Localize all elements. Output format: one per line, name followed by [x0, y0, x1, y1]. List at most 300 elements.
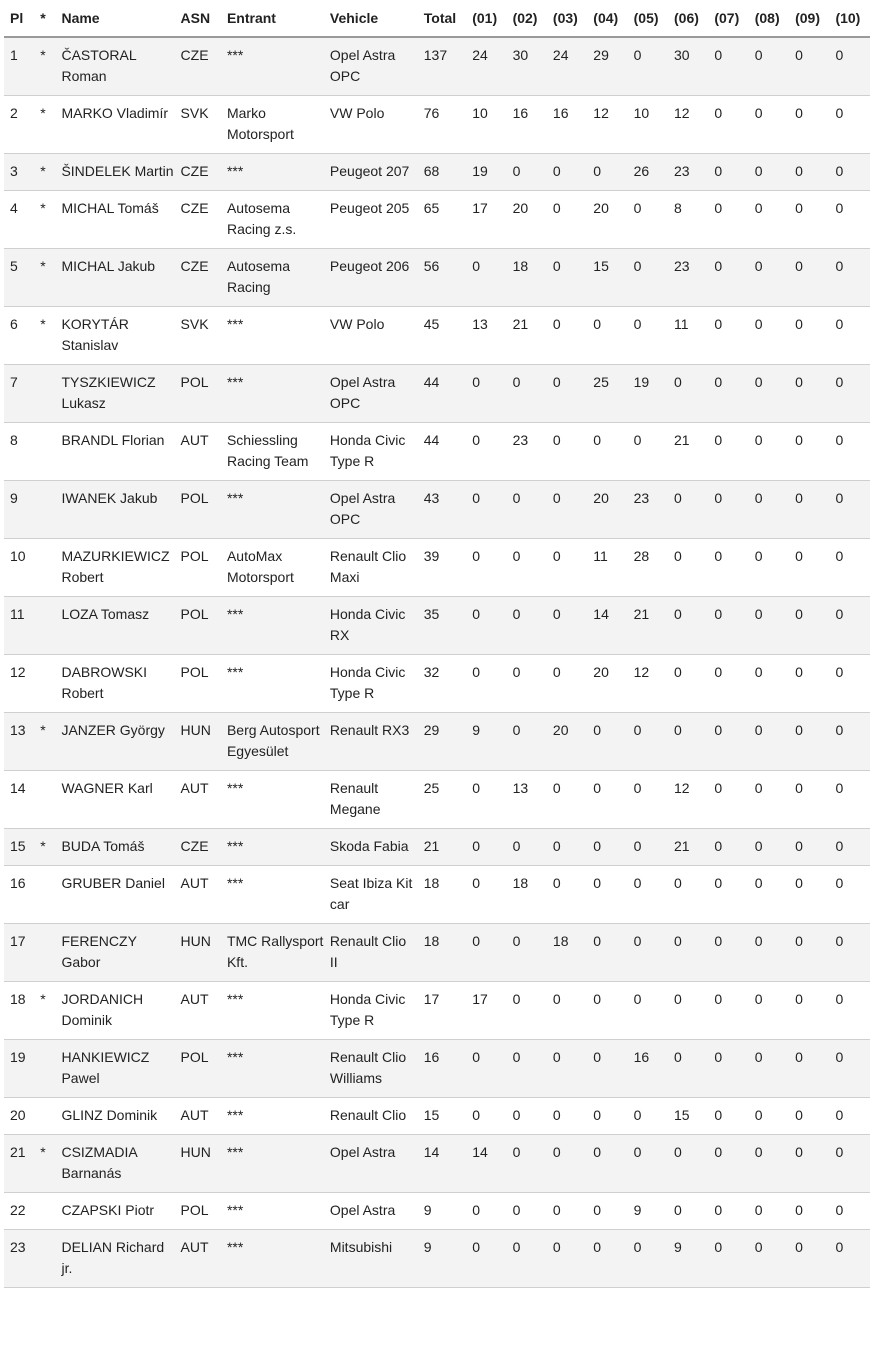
cell-round-06: 0 [668, 597, 708, 655]
table-row [4, 307, 870, 365]
cell-round-02: 0 [507, 365, 547, 423]
cell-round-07: 0 [708, 982, 748, 1040]
cell-vehicle: VW Polo [324, 307, 418, 365]
header-round-02: (02) [507, 0, 547, 37]
cell-name: MICHAL Tomáš [55, 191, 174, 249]
cell-asn: CZE [175, 191, 221, 249]
cell-name: GLINZ Dominik [55, 1098, 174, 1135]
cell-star [34, 924, 55, 982]
cell-place: 19 [4, 1040, 34, 1098]
cell-round-10: 0 [829, 1230, 870, 1288]
cell-round-06: 9 [668, 1230, 708, 1288]
cell-name: GRUBER Daniel [55, 866, 174, 924]
header-round-10: (10) [829, 0, 870, 37]
cell-place: 3 [4, 154, 34, 191]
cell-entrant: *** [221, 597, 324, 655]
cell-total: 43 [418, 481, 466, 539]
cell-round-05: 0 [628, 713, 668, 771]
cell-round-02: 30 [507, 37, 547, 96]
cell-round-01: 0 [466, 655, 506, 713]
cell-round-05: 0 [628, 423, 668, 481]
cell-round-04: 0 [587, 982, 627, 1040]
cell-round-08: 0 [749, 1098, 789, 1135]
cell-round-09: 0 [789, 191, 829, 249]
cell-round-07: 0 [708, 866, 748, 924]
cell-round-05: 12 [628, 655, 668, 713]
cell-round-02: 0 [507, 1230, 547, 1288]
cell-round-06: 15 [668, 1098, 708, 1135]
table-row [4, 96, 870, 154]
header-round-03: (03) [547, 0, 587, 37]
cell-round-08: 0 [749, 655, 789, 713]
cell-round-01: 0 [466, 1230, 506, 1288]
cell-star: * [34, 1135, 55, 1193]
cell-place: 5 [4, 249, 34, 307]
cell-vehicle: Renault Clio Williams [324, 1040, 418, 1098]
cell-round-06: 0 [668, 982, 708, 1040]
cell-name: DABROWSKI Robert [55, 655, 174, 713]
cell-total: 44 [418, 423, 466, 481]
cell-entrant: *** [221, 771, 324, 829]
cell-vehicle: Peugeot 205 [324, 191, 418, 249]
cell-total: 15 [418, 1098, 466, 1135]
cell-round-10: 0 [829, 365, 870, 423]
cell-round-03: 0 [547, 1230, 587, 1288]
cell-total: 39 [418, 539, 466, 597]
cell-round-01: 0 [466, 924, 506, 982]
cell-name: HANKIEWICZ Pawel [55, 1040, 174, 1098]
cell-star [34, 1040, 55, 1098]
cell-round-08: 0 [749, 924, 789, 982]
cell-round-07: 0 [708, 1193, 748, 1230]
header-round-09: (09) [789, 0, 829, 37]
cell-vehicle: Seat Ibiza Kit car [324, 866, 418, 924]
cell-star [34, 539, 55, 597]
cell-asn: POL [175, 539, 221, 597]
cell-round-04: 0 [587, 1230, 627, 1288]
cell-round-01: 0 [466, 829, 506, 866]
cell-star: * [34, 307, 55, 365]
table-row [4, 37, 870, 96]
cell-star [34, 1230, 55, 1288]
cell-entrant: *** [221, 866, 324, 924]
cell-round-01: 0 [466, 1098, 506, 1135]
cell-total: 35 [418, 597, 466, 655]
cell-total: 76 [418, 96, 466, 154]
cell-round-03: 0 [547, 1135, 587, 1193]
cell-round-05: 0 [628, 829, 668, 866]
cell-round-01: 0 [466, 423, 506, 481]
cell-entrant: *** [221, 154, 324, 191]
cell-round-09: 0 [789, 423, 829, 481]
cell-round-06: 0 [668, 866, 708, 924]
cell-star: * [34, 249, 55, 307]
cell-round-03: 0 [547, 982, 587, 1040]
cell-round-08: 0 [749, 191, 789, 249]
cell-round-08: 0 [749, 1040, 789, 1098]
cell-round-05: 0 [628, 1230, 668, 1288]
cell-round-06: 23 [668, 154, 708, 191]
cell-place: 13 [4, 713, 34, 771]
header-round-04: (04) [587, 0, 627, 37]
cell-place: 15 [4, 829, 34, 866]
cell-round-06: 21 [668, 829, 708, 866]
cell-round-09: 0 [789, 597, 829, 655]
cell-round-01: 24 [466, 37, 506, 96]
cell-round-08: 0 [749, 1135, 789, 1193]
cell-round-07: 0 [708, 924, 748, 982]
cell-round-10: 0 [829, 1040, 870, 1098]
cell-total: 65 [418, 191, 466, 249]
cell-round-03: 0 [547, 1193, 587, 1230]
cell-round-06: 30 [668, 37, 708, 96]
cell-round-05: 26 [628, 154, 668, 191]
cell-total: 14 [418, 1135, 466, 1193]
cell-asn: POL [175, 365, 221, 423]
cell-entrant: *** [221, 307, 324, 365]
table-row [4, 1230, 870, 1288]
cell-asn: POL [175, 1193, 221, 1230]
cell-round-10: 0 [829, 539, 870, 597]
cell-round-09: 0 [789, 307, 829, 365]
cell-round-10: 0 [829, 713, 870, 771]
table-row [4, 982, 870, 1040]
cell-round-07: 0 [708, 713, 748, 771]
cell-entrant: *** [221, 481, 324, 539]
cell-round-05: 16 [628, 1040, 668, 1098]
cell-entrant: AutoMax Motorsport [221, 539, 324, 597]
table-row [4, 1040, 870, 1098]
cell-asn: SVK [175, 96, 221, 154]
cell-round-04: 0 [587, 829, 627, 866]
cell-round-10: 0 [829, 597, 870, 655]
cell-name: TYSZKIEWICZ Lukasz [55, 365, 174, 423]
cell-round-04: 15 [587, 249, 627, 307]
cell-round-04: 0 [587, 1193, 627, 1230]
cell-round-04: 11 [587, 539, 627, 597]
cell-round-06: 0 [668, 1040, 708, 1098]
cell-entrant: Marko Motorsport [221, 96, 324, 154]
cell-round-10: 0 [829, 924, 870, 982]
cell-star [34, 597, 55, 655]
cell-name: MARKO Vladimír [55, 96, 174, 154]
cell-entrant: TMC Rallysport Kft. [221, 924, 324, 982]
cell-total: 32 [418, 655, 466, 713]
cell-round-01: 0 [466, 539, 506, 597]
cell-round-06: 11 [668, 307, 708, 365]
cell-round-10: 0 [829, 829, 870, 866]
cell-round-04: 12 [587, 96, 627, 154]
cell-entrant: *** [221, 1098, 324, 1135]
cell-total: 21 [418, 829, 466, 866]
cell-round-08: 0 [749, 597, 789, 655]
cell-round-09: 0 [789, 481, 829, 539]
table-row [4, 539, 870, 597]
header-name: Name [55, 0, 174, 37]
cell-round-04: 0 [587, 1040, 627, 1098]
cell-star [34, 1098, 55, 1135]
cell-round-09: 0 [789, 829, 829, 866]
cell-round-10: 0 [829, 771, 870, 829]
cell-round-03: 0 [547, 154, 587, 191]
cell-round-07: 0 [708, 771, 748, 829]
cell-round-07: 0 [708, 539, 748, 597]
cell-place: 1 [4, 37, 34, 96]
cell-round-07: 0 [708, 1098, 748, 1135]
cell-vehicle: Opel Astra [324, 1135, 418, 1193]
cell-round-02: 18 [507, 866, 547, 924]
cell-asn: AUT [175, 1230, 221, 1288]
cell-round-09: 0 [789, 771, 829, 829]
cell-round-05: 0 [628, 307, 668, 365]
cell-place: 2 [4, 96, 34, 154]
cell-star [34, 481, 55, 539]
cell-entrant: *** [221, 1135, 324, 1193]
cell-round-04: 14 [587, 597, 627, 655]
cell-round-01: 13 [466, 307, 506, 365]
cell-round-09: 0 [789, 655, 829, 713]
cell-round-03: 0 [547, 539, 587, 597]
cell-total: 9 [418, 1193, 466, 1230]
cell-round-03: 24 [547, 37, 587, 96]
cell-round-07: 0 [708, 829, 748, 866]
cell-name: IWANEK Jakub [55, 481, 174, 539]
cell-place: 14 [4, 771, 34, 829]
cell-round-03: 0 [547, 597, 587, 655]
cell-round-04: 25 [587, 365, 627, 423]
cell-place: 16 [4, 866, 34, 924]
cell-vehicle: Honda Civic RX [324, 597, 418, 655]
cell-round-09: 0 [789, 924, 829, 982]
cell-asn: HUN [175, 924, 221, 982]
header-round-08: (08) [749, 0, 789, 37]
cell-round-08: 0 [749, 96, 789, 154]
cell-round-01: 17 [466, 191, 506, 249]
cell-round-07: 0 [708, 365, 748, 423]
cell-name: JORDANICH Dominik [55, 982, 174, 1040]
header-round-05: (05) [628, 0, 668, 37]
header-vehicle: Vehicle [324, 0, 418, 37]
cell-round-03: 0 [547, 1098, 587, 1135]
cell-round-06: 0 [668, 924, 708, 982]
cell-round-05: 0 [628, 866, 668, 924]
cell-vehicle: Peugeot 206 [324, 249, 418, 307]
table-row [4, 365, 870, 423]
cell-round-05: 9 [628, 1193, 668, 1230]
cell-round-07: 0 [708, 655, 748, 713]
cell-asn: CZE [175, 829, 221, 866]
cell-round-01: 0 [466, 249, 506, 307]
cell-round-07: 0 [708, 249, 748, 307]
cell-round-08: 0 [749, 539, 789, 597]
cell-round-02: 23 [507, 423, 547, 481]
cell-round-07: 0 [708, 481, 748, 539]
cell-entrant: Autosema Racing z.s. [221, 191, 324, 249]
cell-round-05: 0 [628, 249, 668, 307]
cell-entrant: Autosema Racing [221, 249, 324, 307]
cell-vehicle: Renault Megane [324, 771, 418, 829]
cell-round-04: 0 [587, 924, 627, 982]
cell-name: KORYTÁR Stanislav [55, 307, 174, 365]
cell-round-05: 10 [628, 96, 668, 154]
cell-vehicle: Honda Civic Type R [324, 655, 418, 713]
cell-round-07: 0 [708, 423, 748, 481]
cell-total: 44 [418, 365, 466, 423]
cell-entrant: *** [221, 829, 324, 866]
cell-round-06: 0 [668, 481, 708, 539]
cell-round-05: 0 [628, 37, 668, 96]
table-row [4, 866, 870, 924]
cell-round-09: 0 [789, 154, 829, 191]
cell-round-05: 19 [628, 365, 668, 423]
cell-entrant: Berg Autosport Egyesület [221, 713, 324, 771]
cell-asn: CZE [175, 249, 221, 307]
cell-round-03: 0 [547, 829, 587, 866]
cell-name: BRANDL Florian [55, 423, 174, 481]
cell-star [34, 655, 55, 713]
cell-entrant: *** [221, 1040, 324, 1098]
cell-entrant: *** [221, 365, 324, 423]
cell-round-02: 13 [507, 771, 547, 829]
cell-round-03: 16 [547, 96, 587, 154]
cell-round-09: 0 [789, 37, 829, 96]
table-row [4, 713, 870, 771]
cell-star [34, 1193, 55, 1230]
cell-round-02: 0 [507, 481, 547, 539]
cell-star: * [34, 37, 55, 96]
cell-star: * [34, 713, 55, 771]
cell-round-08: 0 [749, 866, 789, 924]
cell-place: 6 [4, 307, 34, 365]
cell-round-05: 0 [628, 982, 668, 1040]
cell-vehicle: Skoda Fabia [324, 829, 418, 866]
cell-round-10: 0 [829, 191, 870, 249]
cell-round-05: 23 [628, 481, 668, 539]
cell-place: 8 [4, 423, 34, 481]
cell-star: * [34, 829, 55, 866]
cell-round-08: 0 [749, 982, 789, 1040]
cell-entrant: *** [221, 655, 324, 713]
cell-round-09: 0 [789, 365, 829, 423]
cell-round-04: 0 [587, 154, 627, 191]
cell-vehicle: Opel Astra OPC [324, 37, 418, 96]
cell-asn: CZE [175, 37, 221, 96]
cell-round-07: 0 [708, 37, 748, 96]
cell-round-05: 21 [628, 597, 668, 655]
cell-round-05: 0 [628, 191, 668, 249]
header-asn: ASN [175, 0, 221, 37]
cell-round-01: 14 [466, 1135, 506, 1193]
cell-place: 9 [4, 481, 34, 539]
table-row [4, 481, 870, 539]
cell-place: 23 [4, 1230, 34, 1288]
cell-round-06: 0 [668, 365, 708, 423]
table-row [4, 154, 870, 191]
cell-round-09: 0 [789, 1230, 829, 1288]
cell-round-06: 0 [668, 713, 708, 771]
cell-place: 17 [4, 924, 34, 982]
cell-round-03: 0 [547, 481, 587, 539]
cell-round-05: 0 [628, 1098, 668, 1135]
cell-round-09: 0 [789, 713, 829, 771]
table-body [4, 37, 870, 1288]
cell-round-09: 0 [789, 249, 829, 307]
table-header [4, 0, 870, 37]
cell-round-10: 0 [829, 249, 870, 307]
cell-round-03: 20 [547, 713, 587, 771]
cell-round-04: 20 [587, 191, 627, 249]
cell-round-10: 0 [829, 423, 870, 481]
cell-star: * [34, 154, 55, 191]
cell-round-01: 17 [466, 982, 506, 1040]
cell-total: 18 [418, 924, 466, 982]
cell-asn: AUT [175, 423, 221, 481]
cell-round-02: 0 [507, 1135, 547, 1193]
cell-place: 20 [4, 1098, 34, 1135]
cell-round-10: 0 [829, 481, 870, 539]
cell-round-05: 0 [628, 771, 668, 829]
cell-vehicle: Renault RX3 [324, 713, 418, 771]
cell-entrant: *** [221, 982, 324, 1040]
cell-asn: SVK [175, 307, 221, 365]
table-row [4, 1135, 870, 1193]
cell-asn: POL [175, 655, 221, 713]
cell-asn: AUT [175, 1098, 221, 1135]
cell-round-07: 0 [708, 191, 748, 249]
cell-round-07: 0 [708, 96, 748, 154]
cell-round-01: 0 [466, 365, 506, 423]
cell-round-10: 0 [829, 866, 870, 924]
cell-round-10: 0 [829, 1193, 870, 1230]
cell-round-02: 0 [507, 829, 547, 866]
cell-round-09: 0 [789, 1135, 829, 1193]
cell-round-01: 10 [466, 96, 506, 154]
cell-vehicle: Peugeot 207 [324, 154, 418, 191]
cell-round-03: 0 [547, 307, 587, 365]
cell-vehicle: Opel Astra OPC [324, 365, 418, 423]
cell-round-04: 20 [587, 655, 627, 713]
cell-entrant: *** [221, 37, 324, 96]
cell-round-01: 19 [466, 154, 506, 191]
cell-name: LOZA Tomasz [55, 597, 174, 655]
header-place: Pl [4, 0, 34, 37]
cell-round-06: 0 [668, 539, 708, 597]
cell-round-06: 21 [668, 423, 708, 481]
cell-entrant: *** [221, 1193, 324, 1230]
cell-name: MAZURKIEWICZ Robert [55, 539, 174, 597]
cell-total: 29 [418, 713, 466, 771]
cell-star [34, 365, 55, 423]
cell-round-06: 0 [668, 1135, 708, 1193]
cell-vehicle: Renault Clio Maxi [324, 539, 418, 597]
cell-vehicle: Renault Clio [324, 1098, 418, 1135]
cell-round-01: 9 [466, 713, 506, 771]
cell-round-08: 0 [749, 1230, 789, 1288]
cell-round-10: 0 [829, 1098, 870, 1135]
cell-round-09: 0 [789, 982, 829, 1040]
cell-name: CZAPSKI Piotr [55, 1193, 174, 1230]
cell-round-08: 0 [749, 249, 789, 307]
cell-round-03: 0 [547, 423, 587, 481]
table-row [4, 597, 870, 655]
cell-round-04: 0 [587, 307, 627, 365]
table-row [4, 423, 870, 481]
table-row [4, 191, 870, 249]
cell-round-01: 0 [466, 1040, 506, 1098]
cell-round-02: 0 [507, 982, 547, 1040]
cell-round-04: 0 [587, 771, 627, 829]
cell-round-05: 28 [628, 539, 668, 597]
